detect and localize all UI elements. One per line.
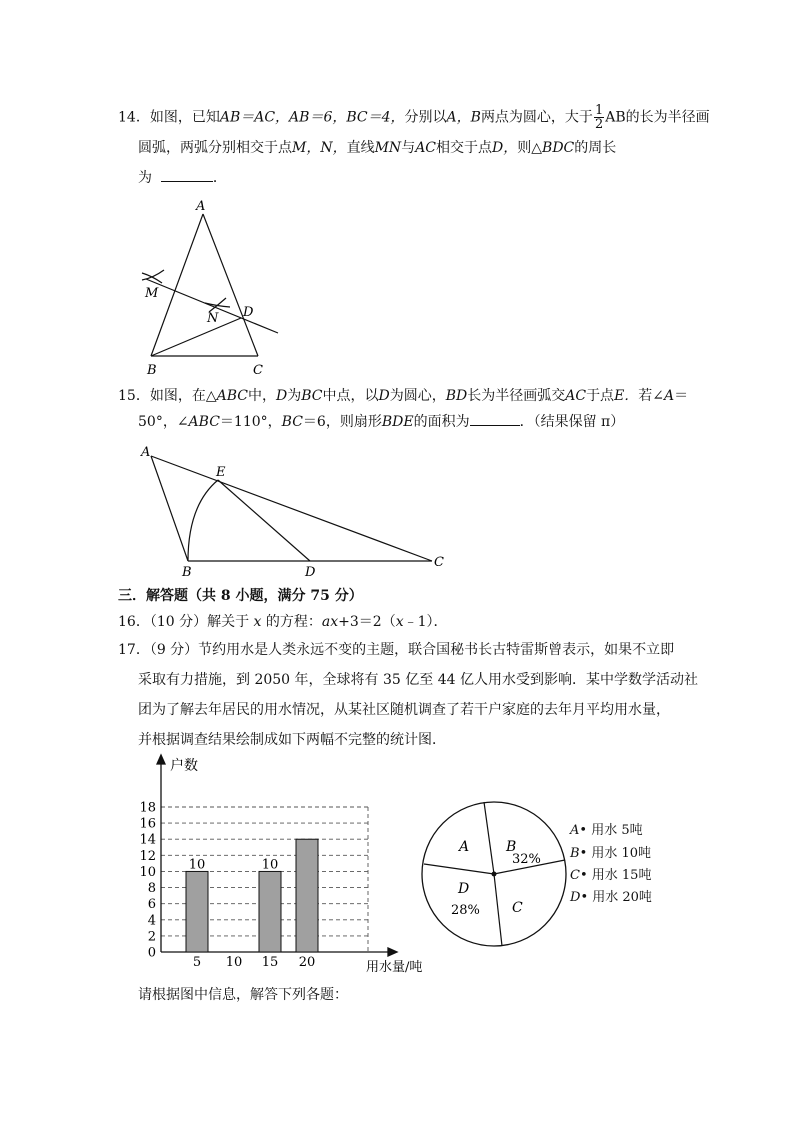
q16-line: 16．（10 分）解关于 x 的方程：ax+3＝2（x﹣1）． [118, 614, 448, 630]
label-B: B [147, 363, 157, 378]
label-C: C [434, 555, 444, 570]
legend-item: A• 用水 5吨 [570, 823, 643, 838]
legend-dot: • [580, 890, 589, 905]
label-E: E [216, 465, 226, 480]
x-tick-label: 20 [298, 955, 316, 970]
label-B: B [182, 565, 192, 580]
q17-line-1: 17．（9 分）节约用水是人类永远不变的主题，联合国秘书长古特雷斯曾表示，如果不立即 [118, 642, 675, 658]
q17-instruction: 请根据图中信息，解答下列各题： [138, 987, 348, 1003]
pie-divider [424, 864, 494, 874]
bar-data-label: 10 [188, 857, 206, 873]
pie-slice-percent-D: 28% [451, 903, 480, 918]
y-tick-label: 0 [147, 945, 156, 961]
y-tick-label: 14 [139, 832, 156, 848]
pie-slice-label-A: A [459, 839, 470, 855]
q14-line-1: 14．如图，已知AB＝AC，AB＝6，BC＝4，分别以A，B两点为圆心，大于 $\frac{1}{2}$ AB的长为半径画 [118, 103, 710, 132]
q15-line-2: 50°，∠ABC＝110°，BC＝6，则扇形BDE的面积为 ．（结果保留 π） [138, 414, 625, 430]
label-M: M [145, 286, 159, 301]
x-tick-label: 10 [225, 955, 243, 970]
label-A: A [196, 199, 206, 214]
y-axis-label: 户数 [170, 758, 198, 774]
q15-number: 15． [118, 388, 150, 404]
bar-data-label: 10 [261, 857, 279, 873]
legend-dot: • [579, 846, 588, 861]
q15-line-1: 15．如图，在△ABC中，D为BC中点，以D为圆心，BD长为半径画弧交AC于点E．若∠A＝ [118, 388, 689, 404]
pie-slice-label-C: C [512, 900, 523, 916]
label-C: C [253, 363, 263, 378]
q16-number: 16． [118, 614, 150, 630]
y-tick-label: 16 [139, 816, 156, 832]
label-D: D [305, 565, 316, 580]
y-tick-label: 8 [147, 881, 156, 897]
q17-number: 17． [118, 642, 150, 658]
q17-line-2: 采取有力措施，到 2050 年，全球将有 35 亿至 44 亿人用水受到影响．某中学数学活动社 [138, 672, 698, 688]
label-D: D [243, 305, 254, 320]
q14-line-2: 圆弧，两弧分别相交于点M，N，直线MN与AC相交于点D，则△BDC的周长 [138, 140, 617, 156]
pie-slice-percent-B: 32% [512, 852, 541, 867]
pie-center [492, 872, 497, 877]
label-A: A [141, 445, 151, 460]
x-axis-label: 用水量/吨 [366, 960, 423, 975]
legend-item: D• 用水 20吨 [570, 890, 652, 905]
x-tick-label: 5 [192, 955, 202, 970]
q17-line-4: 并根据调查结果绘制成如下两幅不完整的统计图． [138, 732, 446, 748]
y-tick-label: 12 [139, 848, 156, 864]
q17-line-3: 团为了解去年居民的用水情况，从某社区随机调查了若干户家庭的去年月平均用水量， [138, 702, 670, 718]
pie-divider [484, 802, 494, 874]
section-heading: 三．解答题（共 8 小题，满分 75 分） [118, 588, 363, 604]
pie-slice-label-D: D [458, 881, 470, 897]
x-tick-label: 15 [261, 955, 279, 970]
pie-slice-label-B: B [506, 839, 517, 855]
fraction-one-half: $\frac{1}{2}$ [594, 103, 604, 132]
y-tick-label: 10 [139, 864, 156, 880]
legend-dot: • [579, 868, 588, 883]
y-tick-label: 4 [147, 913, 156, 929]
label-N: N [207, 311, 219, 326]
y-tick-label: 2 [147, 929, 156, 945]
y-tick-label: 6 [147, 897, 156, 913]
y-tick-label: 18 [139, 800, 156, 816]
q14-number: 14． [118, 109, 150, 126]
q14-line-3: 为 ． [138, 170, 227, 186]
legend-item: C• 用水 15吨 [570, 868, 652, 883]
legend-item: B• 用水 10吨 [570, 846, 652, 861]
legend-dot: • [579, 823, 588, 838]
pie-divider [494, 874, 502, 946]
